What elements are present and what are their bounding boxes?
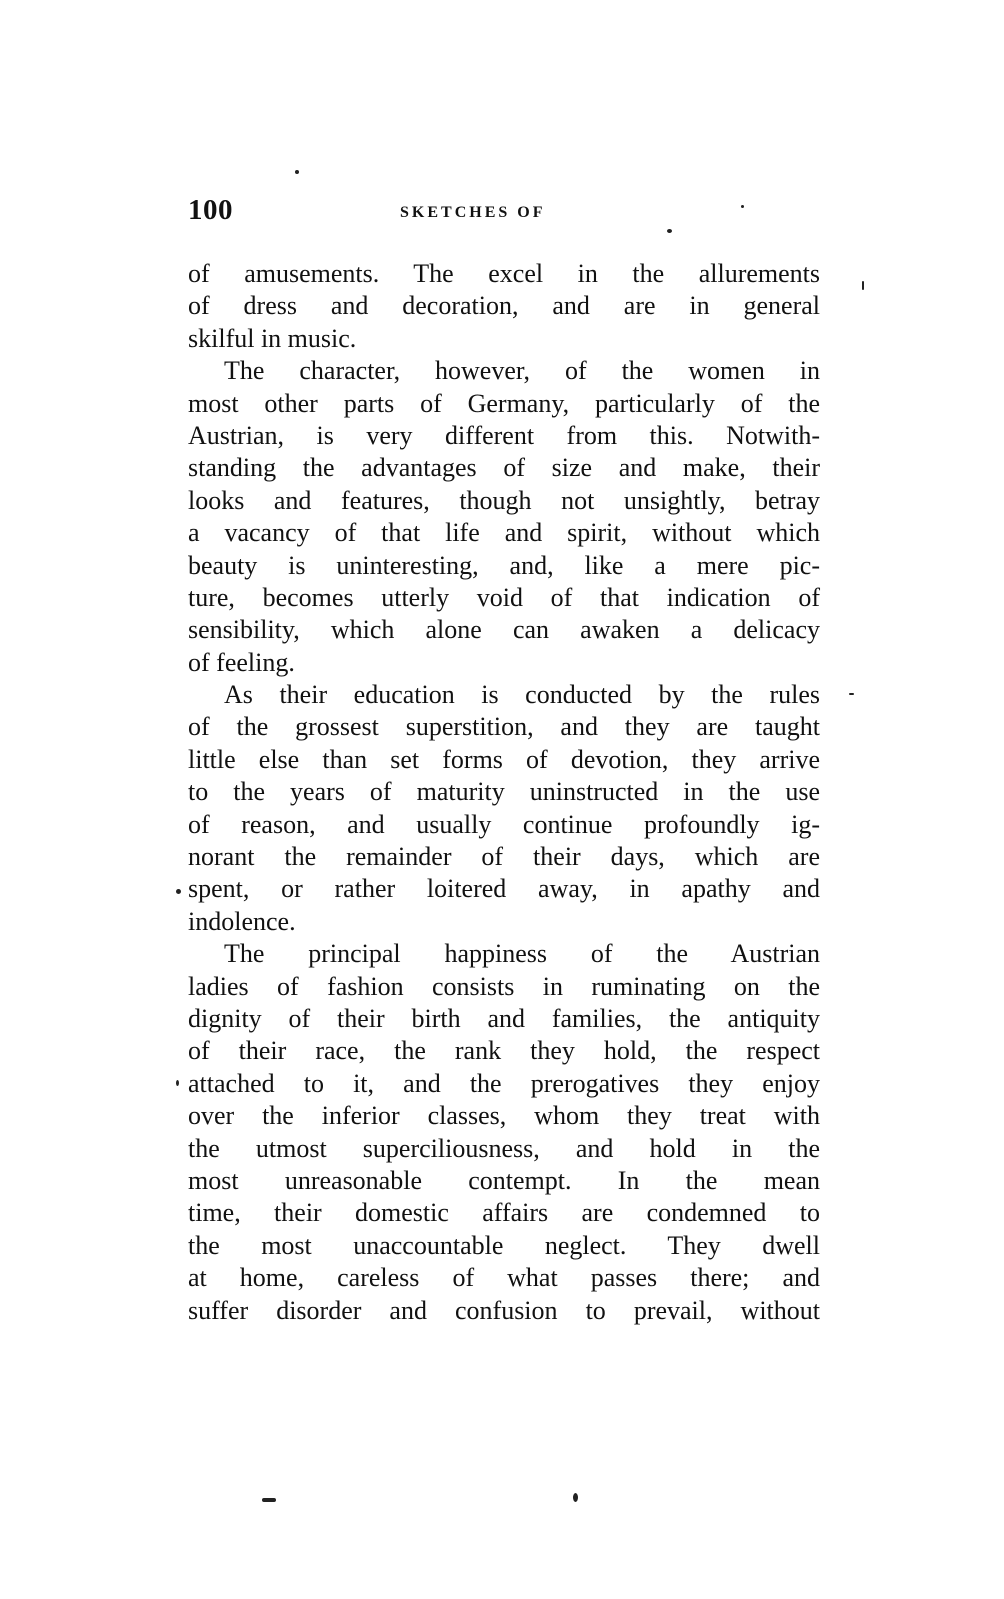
text-line: attached to it, and the prerogatives they enjoy bbox=[188, 1068, 820, 1098]
text-line: of the grossest superstition, and they are taught bbox=[188, 712, 820, 742]
text-line: The principal happiness of the Austrian bbox=[224, 939, 820, 969]
text-line: norant the remainder of their days, which are bbox=[188, 842, 820, 872]
ink-speck bbox=[295, 170, 299, 174]
text-line: As their education is conducted by the rules bbox=[224, 680, 820, 710]
text-line: of amusements. The excel in the allurements bbox=[188, 259, 820, 288]
running-title: SKETCHES OF bbox=[400, 204, 546, 221]
page-number: 100 bbox=[188, 194, 233, 226]
text-line: time, their domestic affairs are condemned to bbox=[188, 1198, 820, 1228]
ink-speck bbox=[667, 229, 672, 233]
ink-speck bbox=[849, 693, 854, 695]
text-line: ture, becomes utterly void of that indication of bbox=[188, 582, 820, 612]
text-line: the utmost superciliousness, and hold in the bbox=[188, 1133, 820, 1163]
text-line: indolence. bbox=[188, 906, 296, 936]
text-line: of reason, and usually continue profoundly ig- bbox=[188, 809, 820, 839]
text-line: beauty is uninteresting, and, like a mere pic- bbox=[188, 550, 820, 580]
running-head bbox=[188, 194, 820, 234]
text-line: most unreasonable contempt. In the mean bbox=[188, 1165, 820, 1195]
text-line: little else than set forms of devotion, they arrive bbox=[188, 744, 820, 774]
text-line: to the years of maturity uninstructed in the use bbox=[188, 777, 820, 807]
text-line: spent, or rather loitered away, in apathy and bbox=[188, 874, 820, 904]
text-line: of their race, the rank they hold, the respect bbox=[188, 1036, 820, 1066]
ink-speck bbox=[176, 889, 181, 894]
text-line: most other parts of Germany, particularly of the bbox=[188, 388, 820, 418]
text-line: Austrian, is very different from this. Notwith- bbox=[188, 420, 820, 450]
text-line: of feeling. bbox=[188, 647, 295, 677]
text-line: the most unaccountable neglect. They dwell bbox=[188, 1230, 820, 1260]
ink-speck bbox=[741, 205, 744, 208]
text-line: standing the advantages of size and make, their bbox=[188, 453, 820, 483]
text-line: ladies of fashion consists in ruminating on the bbox=[188, 971, 820, 1001]
text-line: over the inferior classes, whom they treat with bbox=[188, 1101, 820, 1131]
text-line: a vacancy of that life and spirit, without which bbox=[188, 518, 820, 548]
ink-speck bbox=[262, 1498, 276, 1502]
ink-speck bbox=[573, 1493, 578, 1502]
text-line: The character, however, of the women in bbox=[224, 356, 820, 386]
text-line: sensibility, which alone can awaken a delicacy bbox=[188, 615, 820, 645]
text-line: skilful in music. bbox=[188, 323, 357, 353]
ink-speck bbox=[862, 281, 864, 290]
text-line: suffer disorder and confusion to prevail, without bbox=[188, 1295, 820, 1325]
ink-speck bbox=[176, 1080, 179, 1086]
body-text bbox=[188, 258, 820, 1327]
text-line: dignity of their birth and families, the antiquity bbox=[188, 1003, 820, 1033]
text-line: at home, careless of what passes there; and bbox=[188, 1263, 820, 1293]
text-line: looks and features, though not unsightly, betray bbox=[188, 485, 820, 515]
text-line: of dress and decoration, and are in general bbox=[188, 291, 820, 321]
